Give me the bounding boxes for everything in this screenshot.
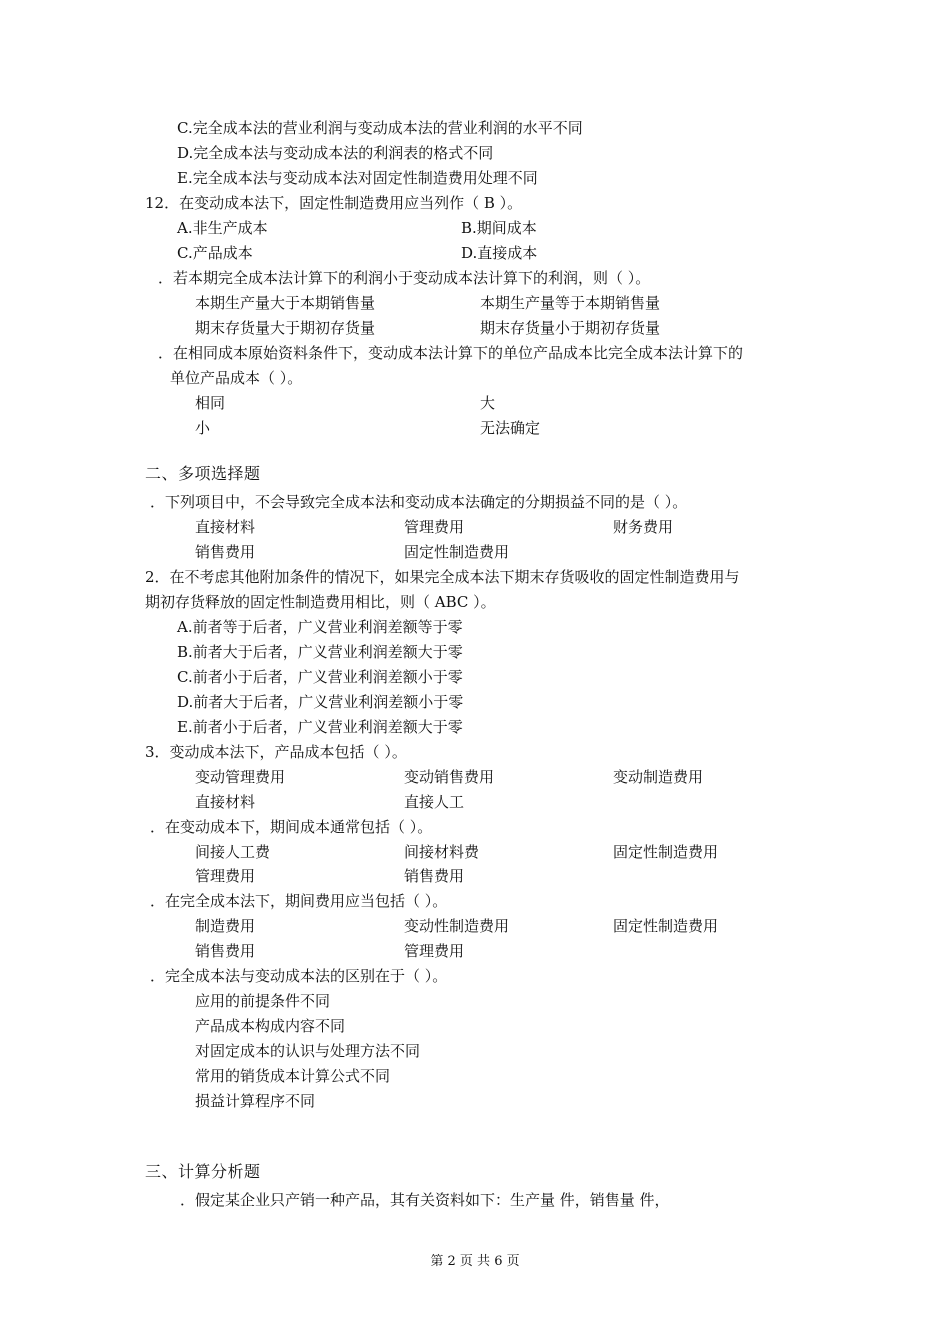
m4-option-1: 间接人工费 xyxy=(195,843,271,861)
q13-option-1: 本期生产量大于本期销售量 xyxy=(195,294,376,312)
q13-option-4: 期末存货量小于期初存货量 xyxy=(480,319,661,337)
q14-stem-line-1: ．在相同成本原始资料条件下，变动成本法计算下的单位产品成本比完全成本法计算下的 xyxy=(158,344,744,362)
m4-option-2: 间接材料费 xyxy=(404,843,480,861)
m2-option-b: B.前者大于后者，广义营业利润差额大于零 xyxy=(177,643,463,661)
m6-option-5: 损益计算程序不同 xyxy=(195,1092,316,1110)
m2-option-c: C.前者小于后者，广义营业利润差额小于零 xyxy=(177,668,463,686)
m2-stem-line-2: 期初存货释放的固定性制造费用相比，则（ ABC ）。 xyxy=(145,593,496,611)
m1-option-4: 销售费用 xyxy=(195,543,256,561)
section-2-title: 二、多项选择题 xyxy=(145,464,261,483)
q13-stem: ．若本期完全成本法计算下的利润小于变动成本法计算下的利润，则（ ）。 xyxy=(158,269,651,287)
q13-option-3: 期末存货量大于期初存货量 xyxy=(195,319,376,337)
m2-option-e: E.前者小于后者，广义营业利润差额大于零 xyxy=(177,718,463,736)
q11-option-d: D.完全成本法与变动成本法的利润表的格式不同 xyxy=(177,144,494,162)
m5-option-1: 制造费用 xyxy=(195,917,256,935)
m5-option-5: 管理费用 xyxy=(404,942,465,960)
m3-option-2: 变动销售费用 xyxy=(404,768,495,786)
q11-option-c: C.完全成本法的营业利润与变动成本法的营业利润的水平不同 xyxy=(177,119,583,137)
m6-option-4: 常用的销货成本计算公式不同 xyxy=(195,1067,391,1085)
m4-option-3: 固定性制造费用 xyxy=(613,843,719,861)
page-number: 第 2 页 共 6 页 xyxy=(430,1254,520,1269)
section-3-title: 三、计算分析题 xyxy=(145,1162,261,1181)
q11-option-e: E.完全成本法与变动成本法对固定性制造费用处理不同 xyxy=(177,169,538,187)
m1-option-1: 直接材料 xyxy=(195,518,256,536)
q14-option-3: 小 xyxy=(195,419,211,437)
m6-option-2: 产品成本构成内容不同 xyxy=(195,1017,346,1035)
m4-stem: ．在变动成本下，期间成本通常包括（ ）。 xyxy=(150,818,433,836)
q12-option-b: B.期间成本 xyxy=(461,219,537,237)
m1-option-3: 财务费用 xyxy=(613,518,674,536)
m6-option-3: 对固定成本的认识与处理方法不同 xyxy=(195,1042,421,1060)
m5-option-2: 变动性制造费用 xyxy=(404,917,510,935)
q12-option-a: A.非生产成本 xyxy=(177,219,268,237)
m2-stem-line-1: 2．在不考虑其他附加条件的情况下，如果完全成本法下期末存货吸收的固定性制造费用与 xyxy=(145,568,740,586)
m5-stem: ．在完全成本法下，期间费用应当包括（ ）。 xyxy=(150,892,448,910)
q13-option-2: 本期生产量等于本期销售量 xyxy=(480,294,661,312)
m6-option-1: 应用的前提条件不同 xyxy=(195,992,331,1010)
q14-option-1: 相同 xyxy=(195,394,226,412)
m1-option-5: 固定性制造费用 xyxy=(404,543,510,561)
m3-stem: 3．变动成本法下，产品成本包括（ ）。 xyxy=(145,743,407,761)
q14-stem-line-2: 单位产品成本（ ）。 xyxy=(170,369,303,387)
q14-option-4: 无法确定 xyxy=(480,419,541,437)
q12-stem: 12．在变动成本法下，固定性制造费用应当列作（ B ）。 xyxy=(145,194,523,212)
q12-option-d: D.直接成本 xyxy=(461,244,538,262)
m3-option-5: 直接人工 xyxy=(404,793,465,811)
m2-option-a: A.前者等于后者，广义营业利润差额等于零 xyxy=(177,618,463,636)
m2-option-d: D.前者大于后者，广义营业利润差额小于零 xyxy=(177,693,464,711)
m5-option-4: 销售费用 xyxy=(195,942,256,960)
c1-stem: ．假定某企业只产销一种产品，其有关资料如下：生产量 件，销售量 件， xyxy=(180,1191,670,1209)
m3-option-3: 变动制造费用 xyxy=(613,768,704,786)
m1-stem: ．下列项目中，不会导致完全成本法和变动成本法确定的分期损益不同的是（ ）。 xyxy=(150,493,688,511)
m3-option-4: 直接材料 xyxy=(195,793,256,811)
m6-stem: ．完全成本法与变动成本法的区别在于（ ）。 xyxy=(150,967,448,985)
q12-option-c: C.产品成本 xyxy=(177,244,253,262)
m1-option-2: 管理费用 xyxy=(404,518,465,536)
m4-option-5: 销售费用 xyxy=(404,867,465,885)
m4-option-4: 管理费用 xyxy=(195,867,256,885)
m3-option-1: 变动管理费用 xyxy=(195,768,286,786)
q14-option-2: 大 xyxy=(480,394,496,412)
m5-option-3: 固定性制造费用 xyxy=(613,917,719,935)
